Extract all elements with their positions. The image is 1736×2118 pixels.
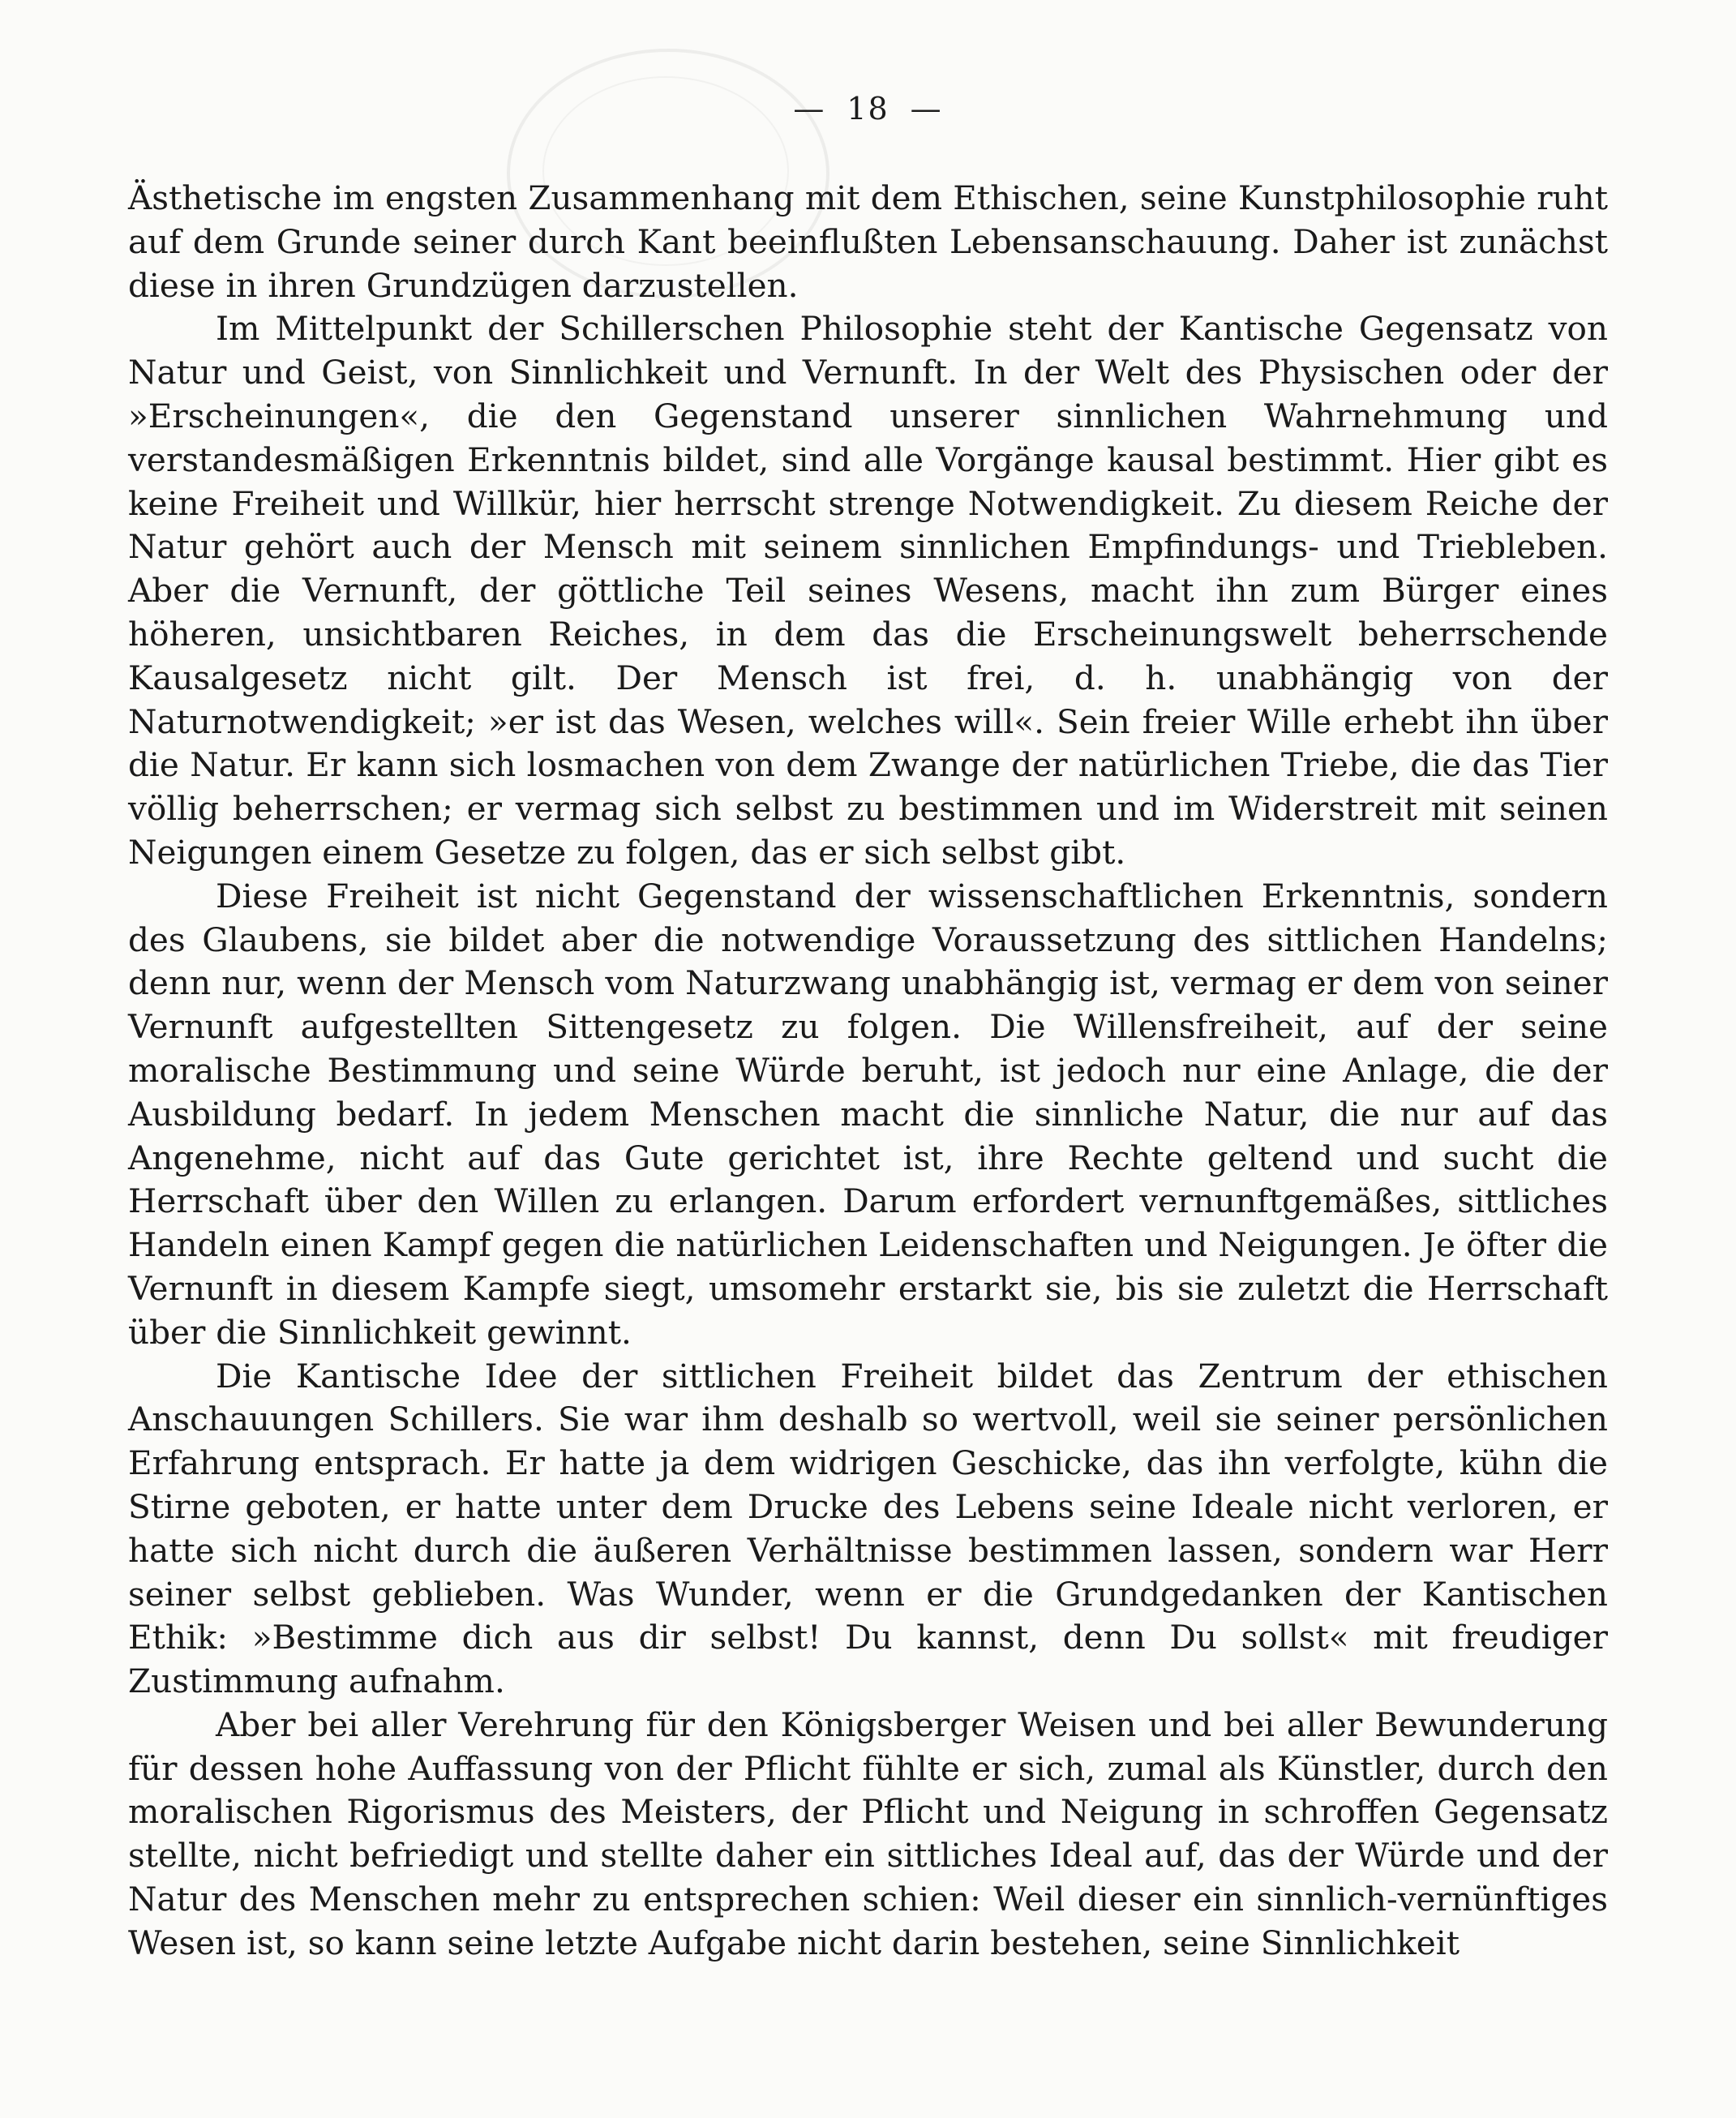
paragraph-3: Diese Freiheit ist nicht Gegenstand der wissenschaftlichen Erkenntnis, sondern des Glaubens, sie bildet aber die notwendige Voraussetzung des sittlichen Handelns; denn nur, wenn der Mensch vom Naturzwang unabhängig ist, vermag er dem von seiner Vernunft aufgestellten Sittengesetz zu folgen. Die Willensfreiheit, auf der seine moralische Bestimmung und seine Würde beruht, ist jedoch nur eine Anlage, die der Ausbildung bedarf. In jedem Menschen macht die sinnliche Natur, die nur auf das Angenehme, nicht auf das Gute gerichtet ist, ihre Rechte geltend und sucht die Herrschaft über den Willen zu erlangen. Darum erfordert vernunftgemäßes, sittliches Handeln einen Kampf gegen die natürlichen Leidenschaften und Neigungen. Je öfter die Vernunft in diesem Kampfe siegt, umsomehr erstarkt sie, bis sie zuletzt die Herrschaft über die Sinnlichkeit gewinnt. [128,876,1608,1352]
page-number-dash-right: — [910,91,943,126]
page-number-dash-left: — [793,91,826,126]
paragraph-2: Im Mittelpunkt der Schillerschen Philosophie steht der Kantische Gegensatz von Natur und Geist, von Sinnlichkeit und Vernunft. In der Welt des Physischen oder der »Erscheinungen«, die den Gegenstand unserer sinnlichen Wahrnehmung und verstandesmäßigen Erkenntnis bildet, sind alle Vorgänge kausal bestimmt. Hier gibt es keine Freiheit und Willkür, hier herrscht strenge Notwendigkeit. Zu diesem Reiche der Natur gehört auch der Mensch mit seinem sinnlichen Empfindungs- und Triebleben. Aber die Vernunft, der göttliche Teil seines Wesens, macht ihn zum Bürger eines höheren, unsichtbaren Reiches, in dem das die Erscheinungswelt beherrschende Kausalgesetz nicht gilt. Der Mensch ist frei, d. h. unabhängig von der Naturnotwendigkeit; »er ist das Wesen, welches will«. Sein freier Wille erhebt ihn über die Natur. Er kann sich losmachen von dem Zwange der natürlichen Triebe, die das Tier völlig beherrschen; er vermag sich selbst zu bestimmen und im Widerstreit mit seinen Neigungen einem Gesetze zu folgen, das er sich selbst gibt. [128,309,1608,872]
paragraph-1: Ästhetische im engsten Zusammenhang mit dem Ethischen, seine Kunstphilosophie ruht auf dem Grunde seiner durch Kant beeinflußten Lebensanschauung. Daher ist zunächst diese in ihren Grundzügen darzustellen. [128,178,1608,305]
body-text [128,177,1608,1966]
page-number-header [0,91,1736,126]
paragraph-5: Aber bei aller Verehrung für den Königsberger Weisen und bei aller Bewunderung für dessen hohe Auffassung von der Pflicht fühlte er sich, zumal als Künstler, durch den moralischen Rigorismus des Meisters, der Pflicht und Neigung in schroffen Gegensatz stellte, nicht befriedigt und stellte daher ein sittliches Ideal auf, das der Würde und der Natur des Menschen mehr zu entsprechen schien: Weil dieser ein sinnlich-vernünftiges Wesen ist, so kann seine letzte Aufgabe nicht darin bestehen, seine Sinnlichkeit [128,1704,1608,1962]
page-number: 18 [847,91,889,126]
paragraph-4: Die Kantische Idee der sittlichen Freiheit bildet das Zentrum der ethischen Anschauungen Schillers. Sie war ihm deshalb so wertvoll, weil sie seiner persönlichen Erfahrung entsprach. Er hatte ja dem widrigen Geschicke, das ihn verfolgte, kühn die Stirne geboten, er hatte unter dem Drucke des Lebens seine Ideale nicht verloren, er hatte sich nicht durch die äußeren Verhältnisse bestimmen lassen, sondern war Herr seiner selbst geblieben. Was Wunder, wenn er die Grundgedanken der Kantischen Ethik: »Bestimme dich aus dir selbst! Du kannst, denn Du sollst« mit freudiger Zustimmung aufnahm. [128,1356,1608,1701]
